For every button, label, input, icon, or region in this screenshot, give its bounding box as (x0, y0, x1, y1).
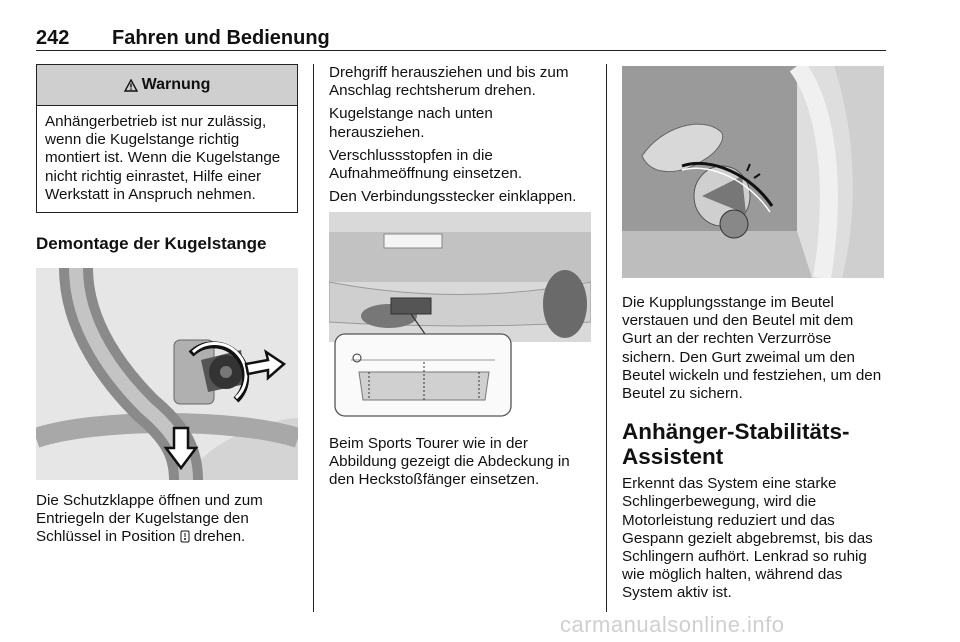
caption-text-part: Die Schutzklappe öffnen und zum Entriegeln der Kugelstange den Schlüssel in Position (36, 492, 263, 546)
warning-text: Anhängerbetrieb ist nur zulässig, wenn die Kugelstange richtig montiert ist. Wenn die Kugelstange nicht richtig einrastet, Hilfe einer Werkstatt in Anspruch nehmen. (45, 113, 281, 203)
watermark: carmanualsonline.info (560, 612, 785, 637)
page-number: 242 (36, 27, 70, 49)
column-divider (606, 64, 607, 612)
page-title: Fahren und Bedienung (112, 27, 330, 49)
caption-block (36, 492, 298, 552)
key-position-icon (180, 530, 190, 543)
paragraph: Drehgriff herausziehen und bis zum Anschlag rechtsherum drehen. (329, 64, 569, 100)
column-middle (329, 64, 591, 211)
section-heading: Anhänger-Stabilitäts-Assistent (622, 419, 850, 470)
paragraph: Verschlussstopfen in die Aufnahmeöffnung einsetzen. (329, 146, 523, 183)
paragraph: Kugelstange nach unten herausziehen. (329, 105, 493, 141)
warning-triangle-icon (124, 79, 138, 92)
figure-bag-trunk (622, 66, 884, 278)
section-heading: Demontage der Kugelstange (36, 234, 267, 254)
paragraph: Den Verbindungsstecker einklappen. (329, 188, 577, 206)
warning-heading: Warnung (141, 76, 211, 93)
warning-header (37, 65, 297, 106)
page-header (36, 24, 886, 51)
caption-text (36, 492, 298, 547)
caption-text-part: drehen. (193, 528, 246, 546)
paragraph: Die Kupplungsstange im Beutel verstauen und den Beutel mit dem Gurt an der rechten Verzurröse sichern. Den Gurt zweimal um den Beutel wickeln und festziehen, um den Beutel zu sichern. (622, 294, 882, 403)
column-middle-lower (329, 435, 591, 495)
figure-rear-bumper (329, 212, 591, 422)
figure-kugelstange-release (36, 268, 298, 480)
column-left (36, 64, 298, 254)
column-right (622, 294, 884, 608)
paragraph: Erkennt das System eine starke Schlingerbewegung, wird die Motorleistung reduziert und das Gespann gezielt abgebremst, bis das Schlingern aufhört. Lenkrad so ruhig wie möglich halten, während das System aktiv ist. (622, 475, 873, 602)
warning-box (36, 64, 298, 213)
column-divider (313, 64, 314, 612)
paragraph: Beim Sports Tourer wie in der Abbildung gezeigt die Abdeckung in den Heckstoßfänger einsetzen. (329, 435, 570, 489)
